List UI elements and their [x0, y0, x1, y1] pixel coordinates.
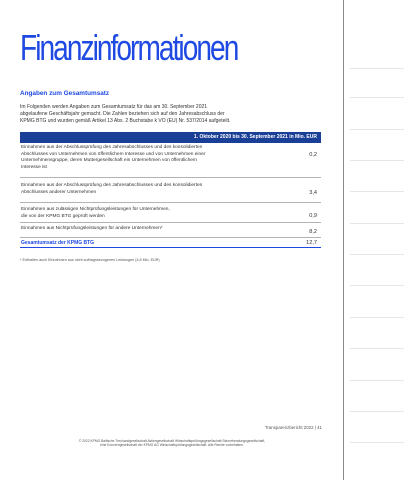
row-label: [20, 178, 265, 196]
divider: [350, 317, 404, 318]
divider: [350, 380, 404, 381]
total-label: Gesamtumsatz der KPMG BTG: [21, 240, 95, 246]
copyright-line: © 2022 KPMG Baltische Treuhandgesellschaft Aktiengesellschaft Wirtschaftsprüfungsgesellschaft Steuerberatungsgesellschaft,: [78, 439, 266, 443]
row-label-line: Interesse ist: [21, 164, 47, 170]
intro-line: Im Folgenden werden Angaben zum Gesamtumsatz für das am 30. September 2021: [20, 104, 208, 110]
divider: [350, 191, 404, 192]
table-total-row: [20, 238, 321, 248]
divider: [350, 254, 404, 255]
divider: [350, 285, 404, 286]
page-title: Finanzinformationen: [20, 27, 238, 68]
row-label-line: Einnahmen aus der Abschlussprüfung des Jahresabschlusses und des konsolidierten: [21, 183, 203, 188]
row-value: 0,2: [309, 152, 317, 158]
row-label-line: Abschlusses anderer Unternehmen: [21, 189, 97, 195]
copyright-notice: [62, 439, 282, 448]
total-value: 12,7: [306, 240, 317, 246]
table-row: [20, 223, 321, 238]
row-value: 0,9: [309, 213, 317, 219]
divider: [350, 442, 404, 443]
row-label: [20, 143, 265, 171]
revenue-table: [20, 132, 321, 248]
copyright-line: eine Konzerngesellschaft der KPMG AG Wirtschaftsprüfungsgesellschaft. Alle Rechte vorbehalten.: [100, 443, 244, 448]
intro-paragraph: [20, 104, 290, 124]
divider: [350, 411, 404, 412]
row-label-line: Einnahmen aus der Abschlussprüfung des Jahresabschlusses und des konsolidierten: [21, 145, 203, 150]
divider: [350, 348, 404, 349]
intro-line: KPMG BTG und wurden gemäß Artikel 13 Abs. 2 Buchstabe k VO (EU) Nr. 537/2014 aufgeteilt.: [20, 117, 231, 124]
row-label: [20, 203, 265, 220]
table-row: [20, 203, 321, 223]
row-value: 3,4: [309, 190, 317, 196]
divider: [350, 223, 404, 224]
row-value: 8,2: [309, 229, 317, 235]
intro-line: abgelaufene Geschäftsjahr gemacht. Die Zahlen beziehen sich auf den Jahresabschluss der: [20, 110, 225, 117]
row-label-line: Einnahmen aus Nichtprüfungsleistungen für andere Unternehmen*: [21, 226, 163, 231]
row-label-line: Einnahmen aus zulässigen Nichtprüfungsleistungen für Unternehmen,: [21, 207, 170, 212]
footnote: * Enthalten auch Einnahmen aus nicht auftragsbezogenen Leistungen (4,6 Mio. EUR): [20, 258, 160, 262]
adjacent-page-edge: [343, 0, 404, 480]
divider: [350, 160, 404, 161]
table-row: [20, 143, 321, 178]
table-row: [20, 178, 321, 203]
divider: [350, 68, 404, 69]
row-label-line: Unternehmensgruppe, deren Muttergesellschaft ein Unternehmen von öffentlichem: [21, 158, 197, 163]
divider: [350, 97, 404, 98]
divider: [350, 129, 404, 130]
row-label-line: die von der KPMG BTG geprüft werden: [21, 213, 105, 219]
page-number: Transparenzbericht 2022 | 41: [264, 425, 322, 430]
row-label: [20, 223, 265, 233]
table-header: 1. Oktober 2020 bis 30. September 2021 in Mio. EUR: [20, 132, 321, 143]
row-label-line: Abschlusses von Unternehmen von öffentlichem Interesse und von Unternehmen einer: [21, 151, 206, 157]
section-heading: Angaben zum Gesamtumsatz: [20, 90, 110, 97]
